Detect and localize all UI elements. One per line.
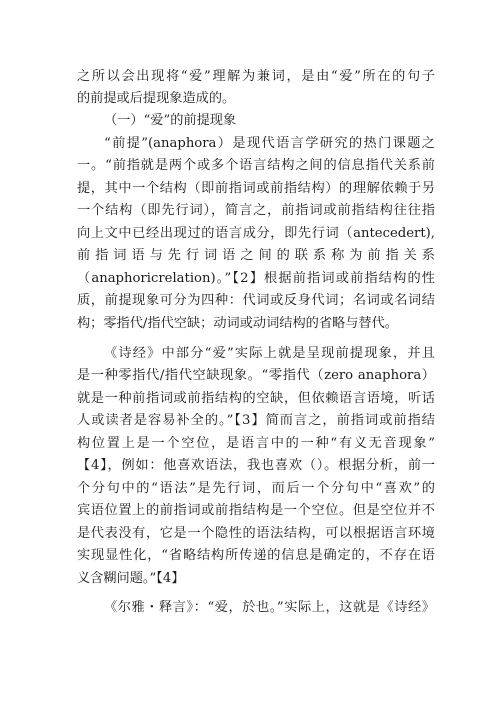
text-line: 质，前提现象可分为四种：代词或反身代词；名词或名词结	[77, 293, 435, 308]
text-line: 个分句中的“语法”是先行词，而后一个分句中“喜欢”的	[77, 481, 435, 496]
text-line: 前指词语与先行词语之间的联系称为前指关系	[77, 248, 435, 263]
text-line: （anaphoricrelation)。”【2】根据前指词或前指结构的性	[77, 271, 435, 286]
text-line: 一个结构（即先行词），简言之，前指词或前指结构往往指	[77, 203, 435, 218]
text-line: 提，其中一个结构（即前指词或前指结构）的理解依赖于另	[77, 181, 435, 196]
text-line: 向上文中已经出现过的语言成分，即先行词（antecedert),	[77, 226, 435, 241]
text-line: 《诗经》中部分“爱”实际上就是呈现前提现象，并且	[104, 346, 435, 361]
text-line: 的前提或后提现象造成的。	[77, 91, 236, 106]
text-line: 《尔雅・释言》：“爱，於也。”实际上，这就是《诗经》	[104, 600, 435, 615]
text-line: 之所以会出现将“爱”理解为兼词，是由“爱”所在的句子	[77, 69, 435, 84]
text-line: 构；零指代/指代空缺；动词或动词结构的省略与替代。	[77, 316, 398, 331]
text-line: 就是一种前指词或前指结构的空缺，但依赖语言语境，听话	[77, 391, 435, 406]
section-heading: （一）“爱”的前提现象	[104, 113, 237, 128]
text-line: 人或读者是容易补全的。”【3】简而言之，前指词或前指结	[77, 413, 435, 428]
text-line: 实现显性化，“省略结构所传递的信息是确定的，不存在语	[77, 548, 435, 563]
text-line: “前提”(anaphora）是现代语言学研究的热门课题之	[104, 136, 435, 151]
text-line: 是代表没有，它是一个隐性的语法结构，可以根据语言环境	[77, 526, 435, 541]
text-line: 是一种零指代/指代空缺现象。“零指代（zero anaphora）	[77, 368, 435, 383]
text-line: 【4】，例如：他喜欢语法，我也喜欢（）。根据分析，前一	[77, 458, 435, 473]
text-line: 一。“前指就是两个或多个语言结构之间的信息指代关系前	[77, 158, 435, 173]
text-line: 构位置上是一个空位，是语言中的一种“有义无音现象”	[77, 436, 435, 451]
text-line: 义含糊问题。”【4】	[77, 571, 185, 586]
text-line: 宾语位置上的前指词或前指结构是一个空位。但是空位并不	[77, 503, 435, 518]
